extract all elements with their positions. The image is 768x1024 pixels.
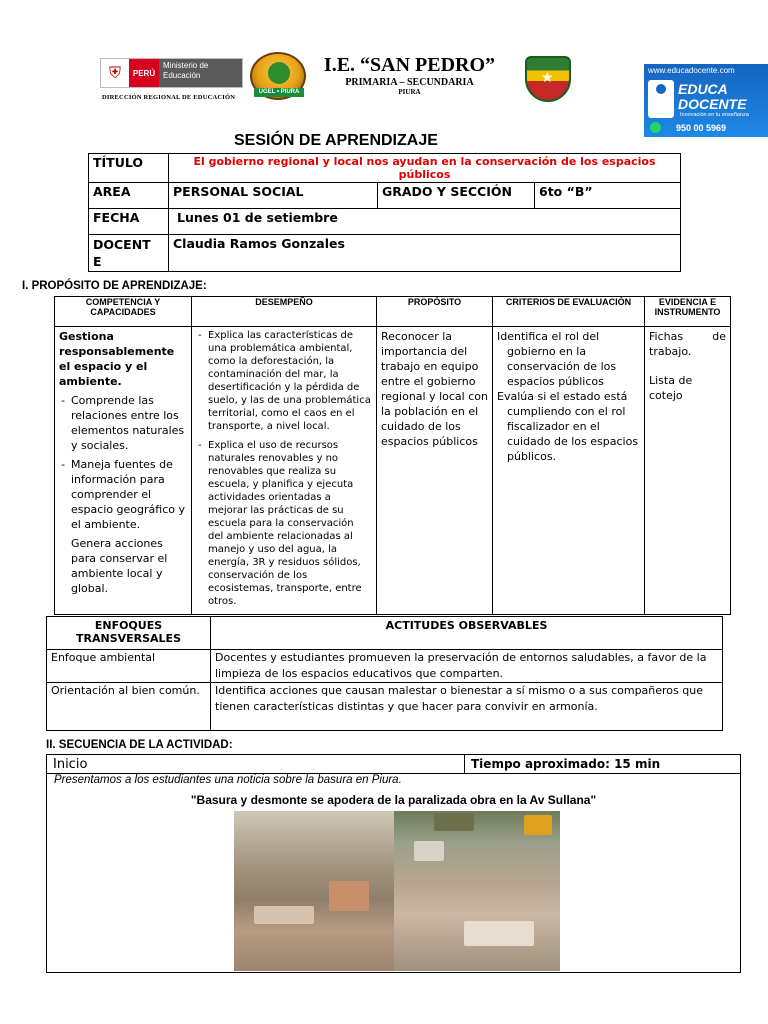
rubble-shape: [329, 881, 369, 911]
area-value: PERSONAL SOCIAL: [169, 183, 378, 209]
desempeno-item: - Explica las características de una problemática ambiental, como la deforestación, la contaminación del mar, la desertificación y la pérdida de suelo, y las de una problemática territorial, como el caos en el transporte, a nivel local.: [208, 329, 372, 433]
actitud-text: Docentes y estudiantes promueven la preservación de entornos saludables, a favor de la limpieza de los espacios educativos que comparten.: [211, 650, 723, 683]
school-city: PIURA: [398, 88, 421, 96]
desempeno-item: - Explica el uso de recursos naturales renovables y no renovables que realiza su escuela, y planifica y ejecuta actividades orientadas a mejorar las prácticas de su escuela para la conservación del ambiente relacionadas al manejo y uso del agua, la energía, 3R y residuos sólidos, conservación de los ecosistemas, transporte, entre otros.: [208, 439, 372, 608]
header-evidencia: EVIDENCIA E INSTRUMENTO: [645, 297, 731, 327]
school-levels: PRIMARIA – SECUNDARIA: [345, 77, 474, 88]
peru-label: PERÚ: [129, 59, 159, 87]
whatsapp-icon: [650, 122, 661, 133]
actitud-text: Identifica acciones que causan malestar o bienestar a sí mismo o a sus compañeros que tienen características distintas y que hacer para convivir en armonía.: [211, 683, 723, 731]
educa-brand-line1: EDUCA: [678, 81, 728, 97]
educa-tagline: Innovación en tu enseñanza: [680, 112, 749, 118]
ministry-label: Ministerio de Educación: [159, 59, 242, 87]
header-actitudes: ACTITUDES OBSERVABLES: [211, 617, 723, 650]
educa-brand-line2: DOCENTE: [678, 96, 747, 112]
header-enfoques: ENFOQUES TRANSVERSALES: [47, 617, 211, 650]
inicio-intro: Presentamos a los estudiantes una noticia sobre la basura en Piura.: [54, 774, 402, 786]
news-photo-right: [394, 811, 560, 971]
grado-label: GRADO Y SECCIÓN: [378, 183, 535, 209]
news-headline: "Basura y desmonte se apodera de la paralizada obra en la Av Sullana": [190, 793, 597, 807]
docente-label-line1: DOCENT: [93, 237, 151, 252]
grado-value: 6to “B”: [535, 183, 681, 209]
session-title: SESIÓN DE APRENDIZAJE: [234, 132, 438, 149]
rubble-shape: [414, 841, 444, 861]
news-photo: [234, 811, 560, 971]
section1-title: I. PROPÓSITO DE APRENDIZAJE:: [22, 280, 207, 292]
session-info-table: [88, 153, 681, 272]
titulo-value: El gobierno regional y local nos ayudan en la conservación de los espacios públicos: [169, 154, 681, 183]
tree-icon: [268, 62, 290, 84]
criterio-2: Evalúa si el estado está cumpliendo con el rol fiscalizador en el cuidado de los espacios públicos.: [497, 390, 639, 463]
rubble-shape: [464, 921, 534, 946]
evidencia-cell: [645, 327, 731, 615]
competencia-text: Gestiona responsablemente el espacio y el ambiente.: [59, 330, 175, 388]
header-criterios: CRITERIOS DE EVALUACIÓN: [493, 297, 645, 327]
criterios-cell: [493, 327, 645, 615]
capacidad-extra: Genera acciones para conservar el ambiente local y global.: [71, 537, 168, 595]
fecha-value: Lunes 01 de setiembre: [169, 209, 681, 235]
educa-url: www.educadocente.com: [648, 66, 735, 75]
capacidad-item: - Maneja fuentes de información para comprender el espacio geográfico y el ambiente.: [71, 457, 187, 532]
peru-crest-icon: ⛨: [108, 63, 121, 82]
section2-title: II. SECUENCIA DE LA ACTIVIDAD:: [46, 739, 233, 751]
enfoques-table: [46, 616, 723, 731]
area-label: AREA: [89, 183, 169, 209]
rubble-shape: [254, 906, 314, 924]
docente-label-line2: E: [93, 254, 102, 269]
tiempo-label: Tiempo aproximado: 15 min: [465, 755, 741, 774]
regional-office-label: DIRECCIÓN REGIONAL DE EDUCACIÓN: [102, 94, 236, 101]
school-shield-icon: ★: [525, 56, 571, 102]
teacher-figure-icon: [648, 80, 674, 118]
evidencia-1: Fichas de trabajo.: [649, 330, 726, 358]
ugel-ribbon: UGEL • PIURA: [254, 88, 304, 97]
purpose-table: [54, 296, 731, 615]
school-name: I.E. “SAN PEDRO”: [323, 54, 496, 76]
docente-value: Claudia Ramos Gonzales: [169, 235, 681, 272]
header-competencia: COMPETENCIA Y CAPACIDADES: [55, 297, 192, 327]
titulo-label: TÍTULO: [89, 154, 169, 183]
header-proposito: PROPÓSITO: [377, 297, 493, 327]
criterio-1: Identifica el rol del gobierno en la conservación de los espacios públicos: [497, 330, 617, 388]
enfoque-name: Orientación al bien común.: [47, 683, 211, 731]
docente-label: [89, 235, 169, 272]
news-photo-left: [234, 811, 394, 971]
competencia-cell: [55, 327, 192, 615]
inicio-label: Inicio: [47, 755, 465, 774]
educa-phone: 950 00 5969: [676, 123, 727, 133]
vehicle-shape: [524, 815, 552, 835]
enfoque-name: Enfoque ambiental: [47, 650, 211, 683]
header-desempeno: DESEMPEÑO: [192, 297, 377, 327]
minedu-logo: [100, 58, 243, 88]
vehicle-shape: [434, 813, 474, 831]
fecha-label: FECHA: [89, 209, 169, 235]
capacidad-item: - Comprende las relaciones entre los elementos naturales y sociales.: [71, 393, 187, 453]
educa-docente-logo: [644, 64, 768, 137]
proposito-cell: Reconocer la importancia del trabajo en equipo entre el gobierno regional y local con la población en el cuidado de los espacios públicos: [377, 327, 493, 615]
desempeno-cell: [192, 327, 377, 615]
evidencia-2: Lista de cotejo: [649, 374, 693, 402]
ugel-logo: [250, 52, 306, 100]
secuencia-table: [46, 754, 741, 774]
